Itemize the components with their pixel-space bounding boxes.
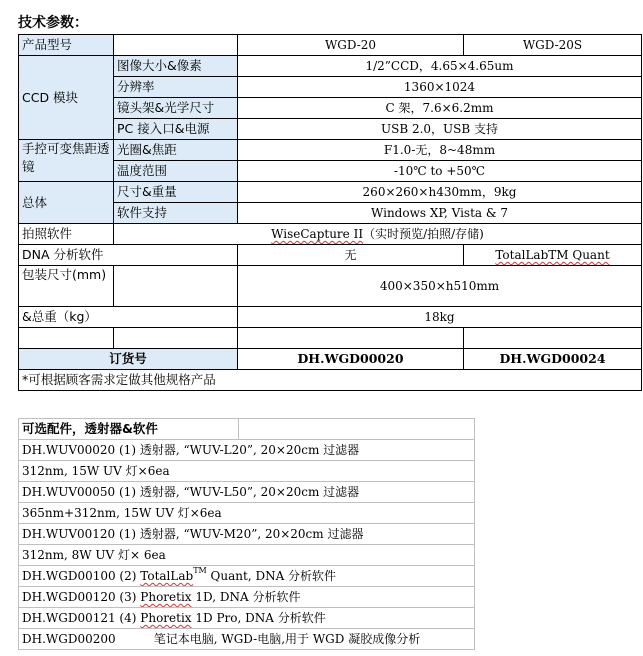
spec-value: F1.0-无，8~48mm: [238, 140, 642, 161]
spec-value: 260×260×h430mm，9kg: [238, 182, 642, 203]
capture-software-note: （实时预览/拍照/存储): [363, 227, 484, 241]
pack-label: 包装尺寸(mm): [19, 266, 114, 307]
dna-label: DNA 分析软件: [19, 245, 238, 266]
option-row: DH.WUV00120 (1) 透射器, “WUV-M20”, 20×20cm 过滤器: [19, 524, 475, 545]
trademark: TM: [193, 566, 207, 575]
option-row-software-1: DH.WGD00100 (2) TotalLab™ Quant, DNA 分析软件: [19, 566, 475, 587]
options-header: 可选配件，透射器&软件: [19, 419, 239, 440]
group-total: 总体: [19, 182, 114, 224]
model-header: 产品型号: [19, 35, 114, 56]
group-lens: 手控可变焦距透镜: [19, 140, 114, 182]
spec-label: PC 接入口&电源: [114, 119, 238, 140]
spec-value: -10℃ to +50℃: [238, 161, 642, 182]
order-b: DH.WGD00024: [464, 349, 642, 370]
capture-software-name: WiseCapture II: [271, 227, 364, 241]
model-a: WGD-20: [238, 35, 464, 56]
dna-value-a: 无: [238, 245, 464, 266]
spec-value: USB 2.0，USB 支持: [238, 119, 642, 140]
brand-phoretix: Phoretix: [140, 611, 192, 625]
option-row-software-3: DH.WGD00121 (4) Phoretix 1D Pro, DNA 分析软件: [19, 608, 475, 629]
spec-table: [18, 34, 642, 391]
options-table: [18, 418, 475, 650]
brand-totallab: TotalLab: [140, 569, 194, 583]
weight-value: 18kg: [238, 307, 642, 328]
spec-value: 1/2”CCD，4.65×4.65um: [238, 56, 642, 77]
custom-note: *可根据顾客需求定做其他规格产品: [19, 370, 642, 391]
option-row: DH.WUV00020 (1) 透射器, “WUV-L20”, 20×20cm 过滤器: [19, 440, 475, 461]
option-row-detail: 312nm, 15W UV 灯×6ea: [19, 461, 475, 482]
model-row: [19, 35, 642, 56]
dna-software-name: TotalLabTM Quant: [495, 248, 610, 262]
option-row: DH.WUV00050 (1) 透射器, “WUV-L50”, 20×20cm 过滤器: [19, 482, 475, 503]
capture-label: 拍照软件: [19, 224, 114, 245]
capture-value: [114, 224, 642, 245]
spec-label: 温度范围: [114, 161, 238, 182]
group-ccd: CCD 模块: [19, 56, 114, 140]
model-b: WGD-20S: [464, 35, 642, 56]
dna-value-b: [464, 245, 642, 266]
spec-value: C 架，7.6×6.2mm: [238, 98, 642, 119]
spec-label: 镜头架&光学尺寸: [114, 98, 238, 119]
spec-value: Windows XP, Vista & 7: [238, 203, 642, 224]
option-row-laptop: DH.WGD00200 笔记本电脑, WGD-电脑,用于 WGD 凝胶成像分析: [19, 629, 475, 650]
spec-label: 分辨率: [114, 77, 238, 98]
order-row: [19, 349, 642, 370]
spec-label: 光圈&焦距: [114, 140, 238, 161]
order-a: DH.WGD00020: [238, 349, 464, 370]
weight-label: &总重（kg）: [19, 307, 238, 328]
section-title: 技术参数：: [18, 15, 88, 31]
option-row-detail: 312nm, 8W UV 灯× 6ea: [19, 545, 475, 566]
spec-label: 尺寸&重量: [114, 182, 238, 203]
option-row-detail: 365nm+312nm, 15W UV 灯×6ea: [19, 503, 475, 524]
order-label: 订货号: [19, 349, 238, 370]
spec-label: 软件支持: [114, 203, 238, 224]
brand-phoretix: Phoretix: [140, 590, 192, 604]
spec-label: 图像大小&像素: [114, 56, 238, 77]
pack-value: 400×350×h510mm: [238, 266, 642, 307]
option-row-software-2: DH.WGD00120 (3) Phoretix 1D, DNA 分析软件: [19, 587, 475, 608]
spec-value: 1360×1024: [238, 77, 642, 98]
